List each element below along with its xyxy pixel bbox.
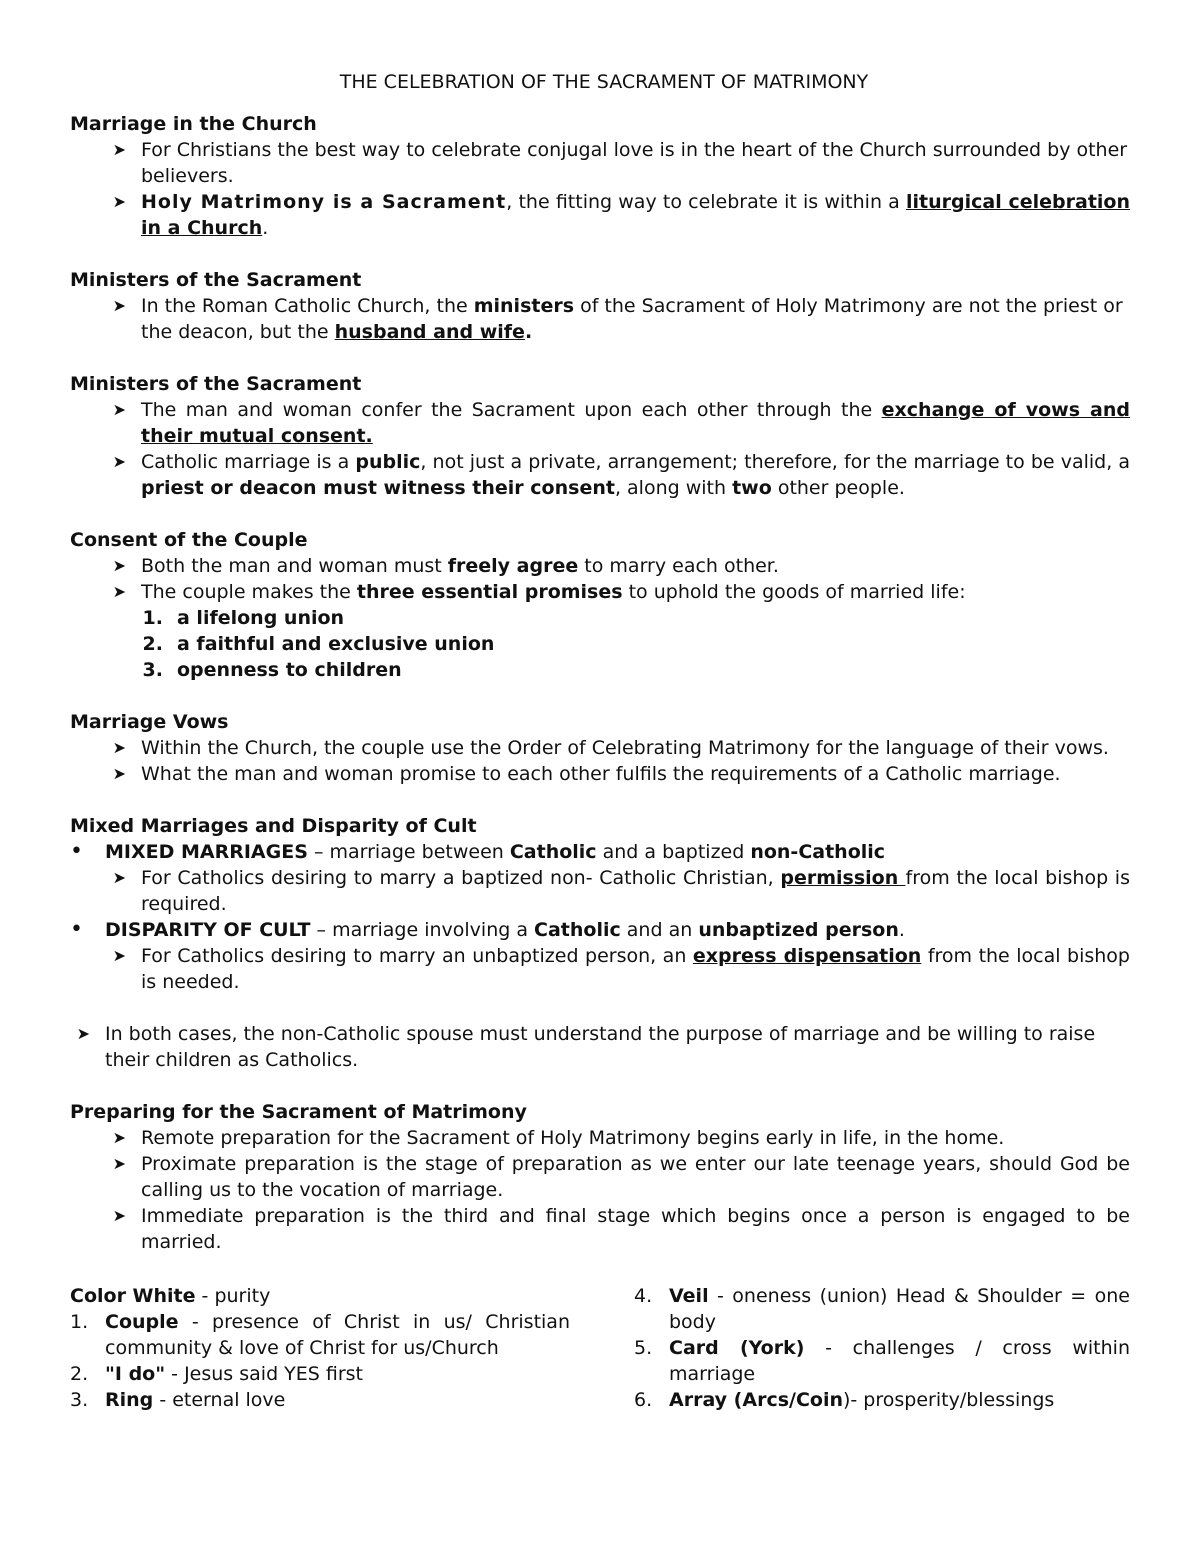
symbols-heading: Color White - purity bbox=[70, 1285, 271, 1307]
symbols-section bbox=[70, 1283, 1130, 1413]
list-item: ➤ For Catholics desiring to marry a baptized non- Catholic Christian, permission from the local bishop is required. bbox=[70, 865, 1130, 917]
numbered-item: 1. a lifelong union bbox=[142, 607, 345, 629]
arrowhead-icon: ➤ bbox=[112, 556, 126, 575]
dot-icon: • bbox=[70, 917, 83, 942]
heading-marriage-in-church: Marriage in the Church bbox=[70, 113, 317, 135]
list-item: ➤ What the man and woman promise to each other fulfils the requirements of a Catholic marriage. bbox=[70, 761, 1130, 787]
numbered-item: 2. a faithful and exclusive union bbox=[142, 633, 495, 655]
symbol-item: 2. "I do" - Jesus said YES first bbox=[70, 1363, 364, 1385]
arrowhead-icon: ➤ bbox=[112, 400, 126, 419]
arrowhead-icon: ➤ bbox=[112, 764, 126, 783]
heading-ministers-2: Ministers of the Sacrament bbox=[70, 373, 362, 395]
heading-marriage-vows: Marriage Vows bbox=[70, 711, 229, 733]
symbol-item: 4. Veil - oneness (union) Head & Shoulder = one body bbox=[634, 1285, 1130, 1333]
arrowhead-icon: ➤ bbox=[112, 946, 126, 965]
document-title: THE CELEBRATION OF THE SACRAMENT OF MATRIMONY bbox=[339, 71, 869, 93]
arrowhead-icon: ➤ bbox=[112, 1128, 126, 1147]
arrowhead-icon: ➤ bbox=[76, 1024, 90, 1043]
numbered-item: 3. openness to children bbox=[142, 659, 402, 681]
symbol-item: 1. Couple - presence of Christ in us/ Christian community & love of Christ for us/Church bbox=[70, 1311, 570, 1359]
heading-mixed-marriages: Mixed Marriages and Disparity of Cult bbox=[70, 815, 477, 837]
list-item: ➤ Remote preparation for the Sacrament of Holy Matrimony begins early in life, in the home. bbox=[70, 1125, 1130, 1151]
arrowhead-icon: ➤ bbox=[112, 868, 126, 887]
arrowhead-icon: ➤ bbox=[112, 1154, 126, 1173]
arrowhead-icon: ➤ bbox=[112, 452, 126, 471]
arrowhead-icon: ➤ bbox=[112, 296, 126, 315]
heading-preparing: Preparing for the Sacrament of Matrimony bbox=[70, 1101, 527, 1123]
arrowhead-icon: ➤ bbox=[112, 738, 126, 757]
symbol-item: 6. Array (Arcs/Coin)- prosperity/blessings bbox=[634, 1389, 1055, 1411]
list-item: ➤ Holy Matrimony is a Sacrament, the fitting way to celebrate it is within a liturgical celebration in a Church. bbox=[70, 189, 1130, 241]
list-item: ➤ In the Roman Catholic Church, the ministers of the Sacrament of Holy Matrimony are not the priest or the deacon, but the husband and wife. bbox=[70, 293, 1130, 345]
heading-consent: Consent of the Couple bbox=[70, 529, 308, 551]
symbol-item: 5. Card (York) - challenges / cross within marriage bbox=[634, 1337, 1130, 1385]
arrowhead-icon: ➤ bbox=[112, 1206, 126, 1225]
arrowhead-icon: ➤ bbox=[112, 140, 126, 159]
list-item: ➤ Catholic marriage is a public, not just a private, arrangement; therefore, for the marriage to be valid, a priest or deacon must witness their consent, along with two other people. bbox=[70, 449, 1130, 501]
list-item: • DISPARITY OF CULT – marriage involving a Catholic and an unbaptized person. bbox=[70, 917, 905, 942]
list-item: ➤ In both cases, the non-Catholic spouse must understand the purpose of marriage and be willing to raise their children as Catholics. bbox=[70, 1021, 1130, 1073]
document-body bbox=[70, 69, 1130, 1413]
list-item: ➤ For Catholics desiring to marry an unbaptized person, an express dispensation from the local bishop is needed. bbox=[70, 943, 1130, 995]
symbol-item: 3. Ring - eternal love bbox=[70, 1389, 286, 1411]
list-item: ➤ For Christians the best way to celebrate conjugal love is in the heart of the Church surrounded by other believers. bbox=[70, 137, 1130, 189]
arrowhead-icon: ➤ bbox=[112, 192, 126, 211]
heading-ministers-1: Ministers of the Sacrament bbox=[70, 269, 362, 291]
list-item: • MIXED MARRIAGES – marriage between Catholic and a baptized non-Catholic bbox=[70, 839, 886, 864]
list-item: ➤ Both the man and woman must freely agree to marry each other. bbox=[70, 553, 1130, 579]
symbols-right-column bbox=[634, 1283, 1130, 1413]
list-item: ➤ The couple makes the three essential promises to uphold the goods of married life: bbox=[70, 579, 1130, 605]
list-item: ➤ Proximate preparation is the stage of preparation as we enter our late teenage years, should God be calling us to the vocation of marriage. bbox=[70, 1151, 1130, 1203]
symbols-left-column bbox=[70, 1283, 570, 1413]
list-item: ➤ Immediate preparation is the third and final stage which begins once a person is engaged to be married. bbox=[70, 1203, 1130, 1255]
list-item: ➤ The man and woman confer the Sacrament upon each other through the exchange of vows and their mutual consent. bbox=[70, 397, 1130, 449]
dot-icon: • bbox=[70, 839, 83, 864]
list-item: ➤ Within the Church, the couple use the Order of Celebrating Matrimony for the language of their vows. bbox=[70, 735, 1130, 761]
arrowhead-icon: ➤ bbox=[112, 582, 126, 601]
